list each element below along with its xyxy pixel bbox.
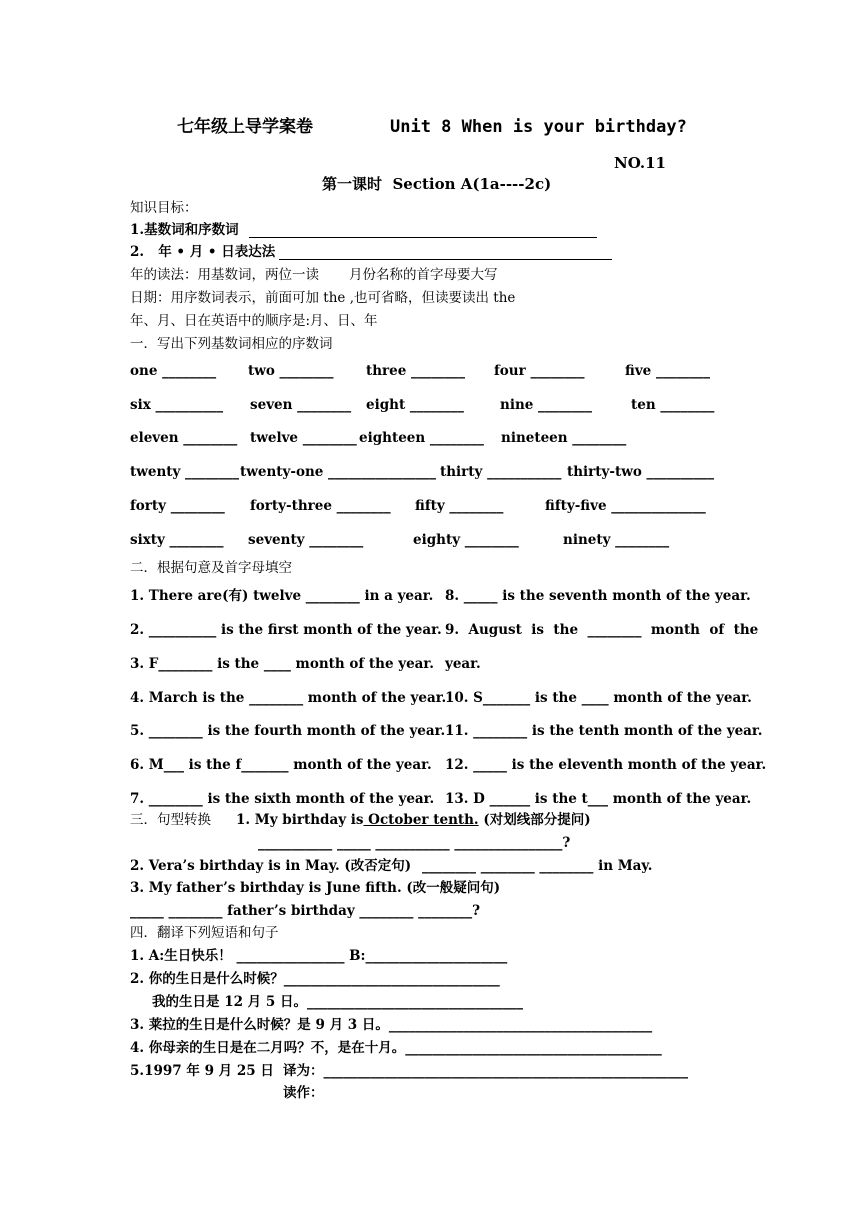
transform-q1-underlined: October tenth. <box>363 812 479 828</box>
ordinal-item: ninety ________ <box>563 532 670 548</box>
fill-sentence-right: 8. _____ is the seventh month of the year. <box>445 588 751 604</box>
transform-q2-blank: ________ ________ ________ in May. <box>422 858 653 874</box>
ordinal-item: nineteen ________ <box>501 430 627 446</box>
ordinal-item: seventy ________ <box>248 532 364 548</box>
ordinal-item: six __________ <box>130 397 223 413</box>
ordinal-item: ten ________ <box>631 397 715 413</box>
section4-heading: 四．翻译下列短语和句子 <box>130 925 279 941</box>
fill-sentence-left: 2. __________ is the first month of the year. <box>130 622 442 638</box>
fill-sentence-left: 1. There are(有) twelve ________ in a year. <box>130 588 434 604</box>
goal-item-1-line <box>249 237 597 238</box>
fill-sentence-right: 13. D ______ is the t___ month of the year. <box>445 791 752 807</box>
ordinal-item: fifty-five ______________ <box>545 498 706 514</box>
ordinal-item: sixty ________ <box>130 532 224 548</box>
fill-sentence-left: 4. March is the ________ month of the year. <box>130 690 447 706</box>
ordinal-item: two ________ <box>248 363 334 379</box>
transform-q3: 3. My father’s birthday is June fifth. (改一般疑问句) <box>130 880 501 896</box>
fill-sentence-right: year. <box>445 656 481 672</box>
fill-sentence-left: 3. F________ is the ____ month of the year. <box>130 656 435 672</box>
goal-note-1: 年的读法：用基数词，两位一读 月份名称的首字母要大写 <box>130 267 498 283</box>
title-cn: 七年级上导学案卷 <box>177 117 313 137</box>
ordinal-item: seven ________ <box>250 397 352 413</box>
ordinal-item: one ________ <box>130 363 217 379</box>
ordinal-item: thirty-two __________ <box>567 464 715 480</box>
ordinal-item: eight ________ <box>366 397 464 413</box>
goals-heading: 知识目标： <box>130 200 198 216</box>
fill-sentence-right: 9. August is the ________ month of the <box>445 622 759 638</box>
ordinal-item: twenty-one ________________ <box>240 464 437 480</box>
transform-q1-instruction: (对划线部分提问) <box>478 812 591 828</box>
title-en: Unit 8 When is your birthday? <box>390 117 687 137</box>
translate-line-4: 3. 莱拉的生日是什么时候？是 9 月 3 日。_______________________________________ <box>130 1017 653 1033</box>
ordinal-item: three ________ <box>366 363 466 379</box>
goal-item-2: 2. 年 • 月 • 日表达法 <box>130 244 276 260</box>
translate-line-3: 我的生日是 12 月 5 日。________________________________ <box>152 994 523 1010</box>
ordinal-item: five ________ <box>625 363 710 379</box>
translate-line-6-date: 5.1997 年 9 月 25 日 <box>130 1063 274 1079</box>
section3-heading: 三．句型转换 <box>130 812 211 828</box>
lesson-title: 第一课时 Section A(1a----2c) <box>322 175 552 193</box>
ordinal-item: eleven ________ <box>130 430 238 446</box>
fill-sentence-left: 6. M___ is the f_______ month of the year. <box>130 757 432 773</box>
translate-line-5: 4. 你母亲的生日是在二月吗？不，是在十月。______________________________________ <box>130 1040 662 1056</box>
fill-sentence-left: 7. ________ is the sixth month of the year. <box>130 791 435 807</box>
transform-q1 <box>236 811 591 829</box>
fill-sentence-right: 10. S_______ is the ____ month of the year. <box>445 690 752 706</box>
document-number: NO.11 <box>614 154 666 172</box>
transform-q2: 2. Vera’s birthday is in May. (改否定句) <box>130 858 412 874</box>
transform-q1-text: 1. My birthday is <box>236 812 364 828</box>
fill-sentence-right: 12. _____ is the eleventh month of the year. <box>445 757 767 773</box>
transform-q3-blank: _____ ________ father’s birthday ________ ________? <box>130 903 481 919</box>
ordinal-item: forty ________ <box>130 498 225 514</box>
translate-line-2: 2. 你的生日是什么时候？________________________________ <box>130 971 500 987</box>
translate-line-1: 1. A:生日快乐！ ________________ B:_____________________ <box>130 948 508 964</box>
goal-item-1: 1.基数词和序数词 <box>130 222 239 238</box>
ordinal-item: eighty ________ <box>413 532 519 548</box>
goal-note-2: 日期：用序数词表示，前面可加 the ,也可省略，但读要读出 the <box>130 290 516 306</box>
fill-sentence-right: 11. ________ is the tenth month of the year. <box>445 723 763 739</box>
ordinal-item: twelve ________ <box>250 430 357 446</box>
goal-note-3: 年、月、日在英语中的顺序是:月、日、年 <box>130 313 378 329</box>
ordinal-item: fifty ________ <box>415 498 504 514</box>
ordinal-item: forty-three ________ <box>250 498 391 514</box>
ordinal-item: nine ________ <box>500 397 593 413</box>
ordinal-item: eighteen ________ <box>359 430 484 446</box>
section1-heading: 一．写出下列基数词相应的序数词 <box>130 336 333 352</box>
translate-line-7: 读作： <box>283 1085 324 1101</box>
section2-heading: 二．根据句意及首字母填空 <box>130 560 292 576</box>
ordinal-item: twenty ________ <box>130 464 240 480</box>
translate-line-6-answer: 译为：______________________________________________________ <box>283 1063 688 1079</box>
fill-sentence-left: 5. ________ is the fourth month of the year. <box>130 723 446 739</box>
transform-q1-blank: ___________ _____ ___________ ________________? <box>258 835 571 851</box>
ordinal-item: thirty ___________ <box>440 464 562 480</box>
ordinal-item: four ________ <box>494 363 585 379</box>
goal-item-2-line <box>279 259 612 260</box>
